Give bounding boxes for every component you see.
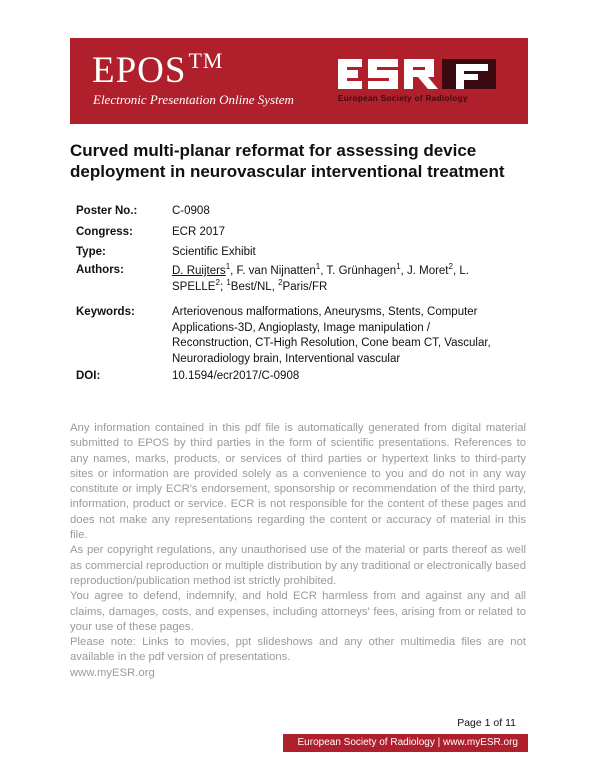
copyright-paragraph: As per copyright regulations, any unauthorised use of the material or parts thereof as well as commercial reproduction or multiple distribution by any traditional or electronically based reproduction/publication method ist strictly prohibited. xyxy=(70,544,526,587)
author-link[interactable]: D. Ruijters xyxy=(172,265,226,277)
page-number: Page 1 of 11 xyxy=(457,717,516,729)
type-label: Type: xyxy=(76,246,106,258)
congress-label: Congress: xyxy=(76,226,133,238)
footer-bar xyxy=(283,734,528,752)
multimedia-note: Please note: Links to movies, ppt slideshows and any other multimedia files are not available in the pdf version of presentations. xyxy=(70,636,526,664)
esr-society-name: European Society of Radiology xyxy=(338,94,468,103)
website-link[interactable]: www.myESR.org xyxy=(70,666,155,679)
esr-logo xyxy=(338,59,496,106)
keywords-label: Keywords: xyxy=(76,306,135,318)
authors-value: D. Ruijters$^1$, F. van Nijnatten$^1$, T. Grünhagen$^1$, J. Moret$^2$, L. SPELLE$^2$; $^1$Best/NL, $^2$Paris/FR xyxy=(172,262,469,293)
disclaimer-paragraph: Any information contained in this pdf file is automatically generated from digital material submitted to EPOS by third parties in the form of scientific presentations. References to any names, marks, products, or services of third parties or hypertext links to third-party sites or information are provided solely as a convenience to you and do not in any way constitute or imply ECR's endorsement, sponsorship or recommendation of the third party, information, product or service. ECR is not responsible for the content of these pages and does not make any representations regarding the content or accuracy of material in this file. xyxy=(70,422,526,542)
congress-value: ECR 2017 xyxy=(172,226,226,238)
doi-label: DOI: xyxy=(76,370,101,382)
keywords-value: Arteriovenous malformations, Aneurysms, Stents, Computer Applications-3D, Angioplasty, Image manipulation / Reconstruction, CT-High Resolution, Cone beam CT, Vascular, Neuroradiology brain, Interventional vascular xyxy=(172,306,491,365)
type-value: Scientific Exhibit xyxy=(172,246,256,258)
poster-no-value: C-0908 xyxy=(172,205,210,217)
footer-text: European Society of Radiology | www.myESR.org xyxy=(297,737,518,748)
disclaimer xyxy=(70,421,526,681)
poster-no-label: Poster No.: xyxy=(76,205,138,217)
page-title: Curved multi-planar reformat for assessing device deployment in neurovascular interventional treatment xyxy=(70,141,505,181)
header-banner xyxy=(70,38,528,124)
authors-label: Authors: xyxy=(76,264,124,276)
esr-logo-letters xyxy=(338,59,496,89)
doi-value[interactable]: 10.1594/ecr2017/C-0908 xyxy=(172,370,300,382)
epos-title: EPOS™ xyxy=(92,48,224,91)
trademark-mark: TM xyxy=(188,48,224,73)
epos-subtitle: Electronic Presentation Online System xyxy=(93,92,294,107)
indemnity-paragraph: You agree to defend, indemnify, and hold ECR harmless from and against any and all claims, damages, costs, and expenses, including attorneys' fees, arising from or related to your use of these pages. xyxy=(70,590,526,633)
